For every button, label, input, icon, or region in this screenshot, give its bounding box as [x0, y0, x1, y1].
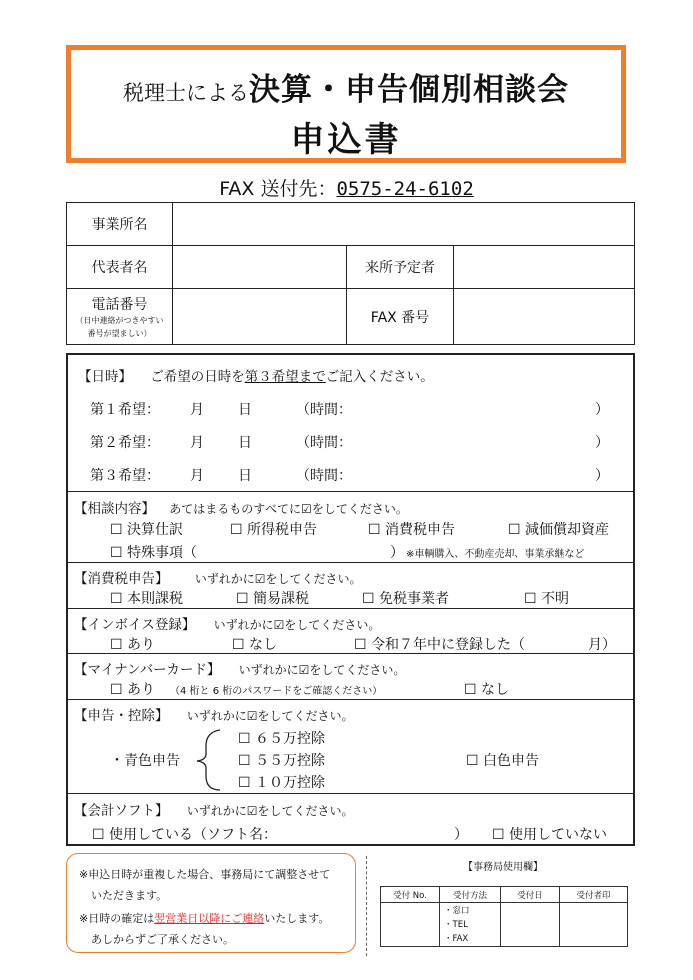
consumption-opt-exempt[interactable]: ☐ 免税事業者: [362, 591, 450, 607]
consult-instruction: あてはまるものすべてに☑をしてください。: [169, 502, 408, 516]
datetime-instruction-b: ご記入ください。: [325, 369, 434, 385]
mynumber-section: [68, 653, 633, 700]
deduction-section: [68, 699, 633, 794]
title-line1: [71, 64, 621, 109]
datetime-choice-3[interactable]: [90, 465, 609, 485]
note-2a: ※日時の確定は: [79, 912, 155, 925]
invoice-opt-yes[interactable]: ☐ あり: [110, 637, 156, 653]
software-title: 【会計ソフト】: [74, 803, 169, 819]
dashed-divider: [366, 856, 367, 956]
office-method-tel: ・TEL: [444, 919, 468, 930]
office-date-cell[interactable]: [501, 903, 560, 947]
mynumber-instruction: いずれかに☑をしてください。: [238, 663, 406, 677]
choice-2-label: 第２希望：: [90, 435, 160, 451]
choice-2-close: ）: [595, 435, 609, 451]
deduction-opt-65[interactable]: ☐ ６５万控除: [238, 731, 326, 747]
representative-field[interactable]: [173, 246, 347, 289]
consult-opt-special-close: ）: [390, 545, 404, 561]
office-method-window: ・窓口: [444, 905, 470, 916]
applicant-info-table: [66, 202, 635, 345]
consumption-opt-unknown[interactable]: ☐ 不明: [524, 591, 570, 607]
fax-field-label: FAX 番号: [347, 289, 454, 345]
deduction-header: [74, 704, 354, 724]
choice-1-day: 日: [238, 402, 252, 418]
invoice-instruction: いずれかに☑をしてください。: [213, 618, 381, 632]
consult-header: [74, 497, 408, 517]
representative-label: 代表者名: [67, 246, 173, 289]
phone-note-2: 番号が望ましい）: [87, 328, 152, 338]
visitor-field[interactable]: [454, 246, 635, 289]
note-3: あしからずご了承ください。: [91, 933, 234, 946]
choice-3-time: （時間：: [296, 468, 352, 484]
consumption-tax-instruction: いずれかに☑をしてください。: [194, 572, 362, 586]
phone-field[interactable]: [173, 289, 347, 345]
consult-section: [68, 491, 633, 563]
datetime-instruction-a: ご希望の日時を: [150, 369, 245, 385]
invoice-month: 月）: [588, 637, 616, 653]
mynumber-note: （4 桁と 6 桁のパスワードをご確認ください）: [170, 686, 383, 697]
fax-field[interactable]: [454, 289, 635, 345]
choice-3-day: 日: [238, 468, 252, 484]
phone-label: [67, 289, 173, 345]
office-stamp-cell[interactable]: [560, 903, 628, 947]
note-1a: ※申込日時が重複した場合、事務局にて調整させて: [79, 868, 331, 881]
business-name-field[interactable]: [173, 203, 635, 246]
datetime-instruction-underline: 第３希望まで: [244, 369, 326, 385]
deduction-title: 【申告・控除】: [74, 708, 169, 724]
consult-title: 【相談内容】: [74, 501, 155, 517]
office-method-fax: ・FAX: [444, 933, 469, 944]
choice-1-close: ）: [595, 402, 609, 418]
deduction-instruction: いずれかに☑をしてください。: [186, 709, 354, 723]
deduction-opt-55[interactable]: ☐ ５５万控除: [238, 753, 326, 769]
software-instruction: いずれかに☑をしてください。: [186, 804, 354, 818]
choice-1-month: 月: [190, 402, 204, 418]
office-col-method: 受付方法: [440, 887, 501, 903]
software-opt-not-using[interactable]: ☐ 使用していない: [492, 827, 608, 843]
consumption-opt-standard[interactable]: ☐ 本則課税: [110, 591, 184, 607]
title-form-name: 申込書: [290, 120, 402, 160]
invoice-section: [68, 608, 633, 654]
note-2: [79, 910, 329, 926]
consult-opt-income-tax[interactable]: ☐ 所得税申告: [230, 522, 318, 538]
invoice-header: [74, 613, 380, 633]
consult-special-note: ※車輌購入、不動産売却、事業承継など: [406, 549, 585, 560]
office-use-table: [380, 886, 628, 947]
software-opt-using[interactable]: ☐ 使用している（ソフト名：: [92, 827, 278, 843]
note-2b: いたします。: [264, 912, 330, 925]
software-section: [68, 793, 633, 847]
choice-1-time: （時間：: [296, 402, 352, 418]
datetime-header: [78, 365, 434, 385]
deduction-opt-white[interactable]: ☐ 白色申告: [466, 753, 540, 769]
deduction-opt-10[interactable]: ☐ １０万控除: [238, 775, 326, 791]
mynumber-opt-yes[interactable]: ☐ あり: [110, 682, 156, 698]
notes-box: [66, 853, 356, 953]
consult-opt-consumption-tax[interactable]: ☐ 消費税申告: [368, 522, 456, 538]
office-no-cell[interactable]: [381, 903, 440, 947]
note-1b: いただきます。: [91, 889, 168, 902]
fax-label: FAX 送付先：: [219, 178, 337, 200]
brace-icon: [194, 728, 224, 792]
choice-1-label: 第１希望：: [90, 402, 160, 418]
office-use-title: 【事務局使用欄】: [463, 862, 543, 873]
consult-opt-special[interactable]: ☐ 特殊事項（: [110, 545, 198, 561]
phone-label-text: 電話番号: [91, 296, 148, 313]
choice-2-month: 月: [190, 435, 204, 451]
choice-3-close: ）: [595, 468, 609, 484]
choice-2-time: （時間：: [296, 435, 352, 451]
invoice-title: 【インボイス登録】: [74, 617, 196, 633]
title-prefix: 税理士による: [123, 81, 249, 105]
note-2-highlight: 翌営業日以降にご連絡: [154, 912, 265, 925]
datetime-title: 【日時】: [78, 369, 132, 385]
invoice-opt-no[interactable]: ☐ なし: [232, 637, 278, 653]
consumption-opt-simplified[interactable]: ☐ 簡易課税: [236, 591, 310, 607]
datetime-section: [68, 355, 633, 491]
office-col-stamp: 受付者印: [560, 887, 628, 903]
fax-number: 0575-24-6102: [336, 178, 474, 200]
software-header: [74, 799, 354, 819]
office-method-cell: [440, 903, 501, 947]
datetime-choice-1[interactable]: [90, 399, 609, 419]
consult-opt-closing[interactable]: ☐ 決算仕訳: [110, 522, 184, 538]
choice-3-label: 第３希望：: [90, 468, 160, 484]
choice-3-month: 月: [190, 468, 204, 484]
datetime-choice-2[interactable]: [90, 432, 609, 452]
application-form: [66, 353, 635, 846]
office-col-date: 受付日: [501, 887, 560, 903]
mynumber-opt-no[interactable]: ☐ なし: [464, 682, 510, 698]
phone-note-1: （日中連絡がつきやすい: [75, 315, 164, 325]
mynumber-header: [74, 658, 405, 678]
software-name-close: ）: [454, 827, 468, 843]
title-box: [66, 45, 626, 163]
invoice-opt-registered[interactable]: ☐ 令和７年中に登録した（: [354, 637, 526, 653]
consult-opt-depreciation[interactable]: ☐ 減価償却資産: [508, 522, 610, 538]
fax-destination: [0, 174, 693, 201]
visitor-label: 来所予定者: [347, 246, 454, 289]
choice-2-day: 日: [238, 435, 252, 451]
deduction-blue-label: ・青色申告: [110, 753, 180, 769]
business-name-label: 事業所名: [67, 203, 173, 246]
consumption-tax-section: [68, 562, 633, 609]
mynumber-title: 【マイナンバーカード】: [74, 662, 221, 678]
title-main: 決算・申告個別相談会: [249, 72, 569, 108]
office-col-no: 受付 No.: [381, 887, 440, 903]
consumption-tax-title: 【消費税申告】: [74, 571, 169, 587]
consumption-tax-header: [74, 567, 362, 587]
